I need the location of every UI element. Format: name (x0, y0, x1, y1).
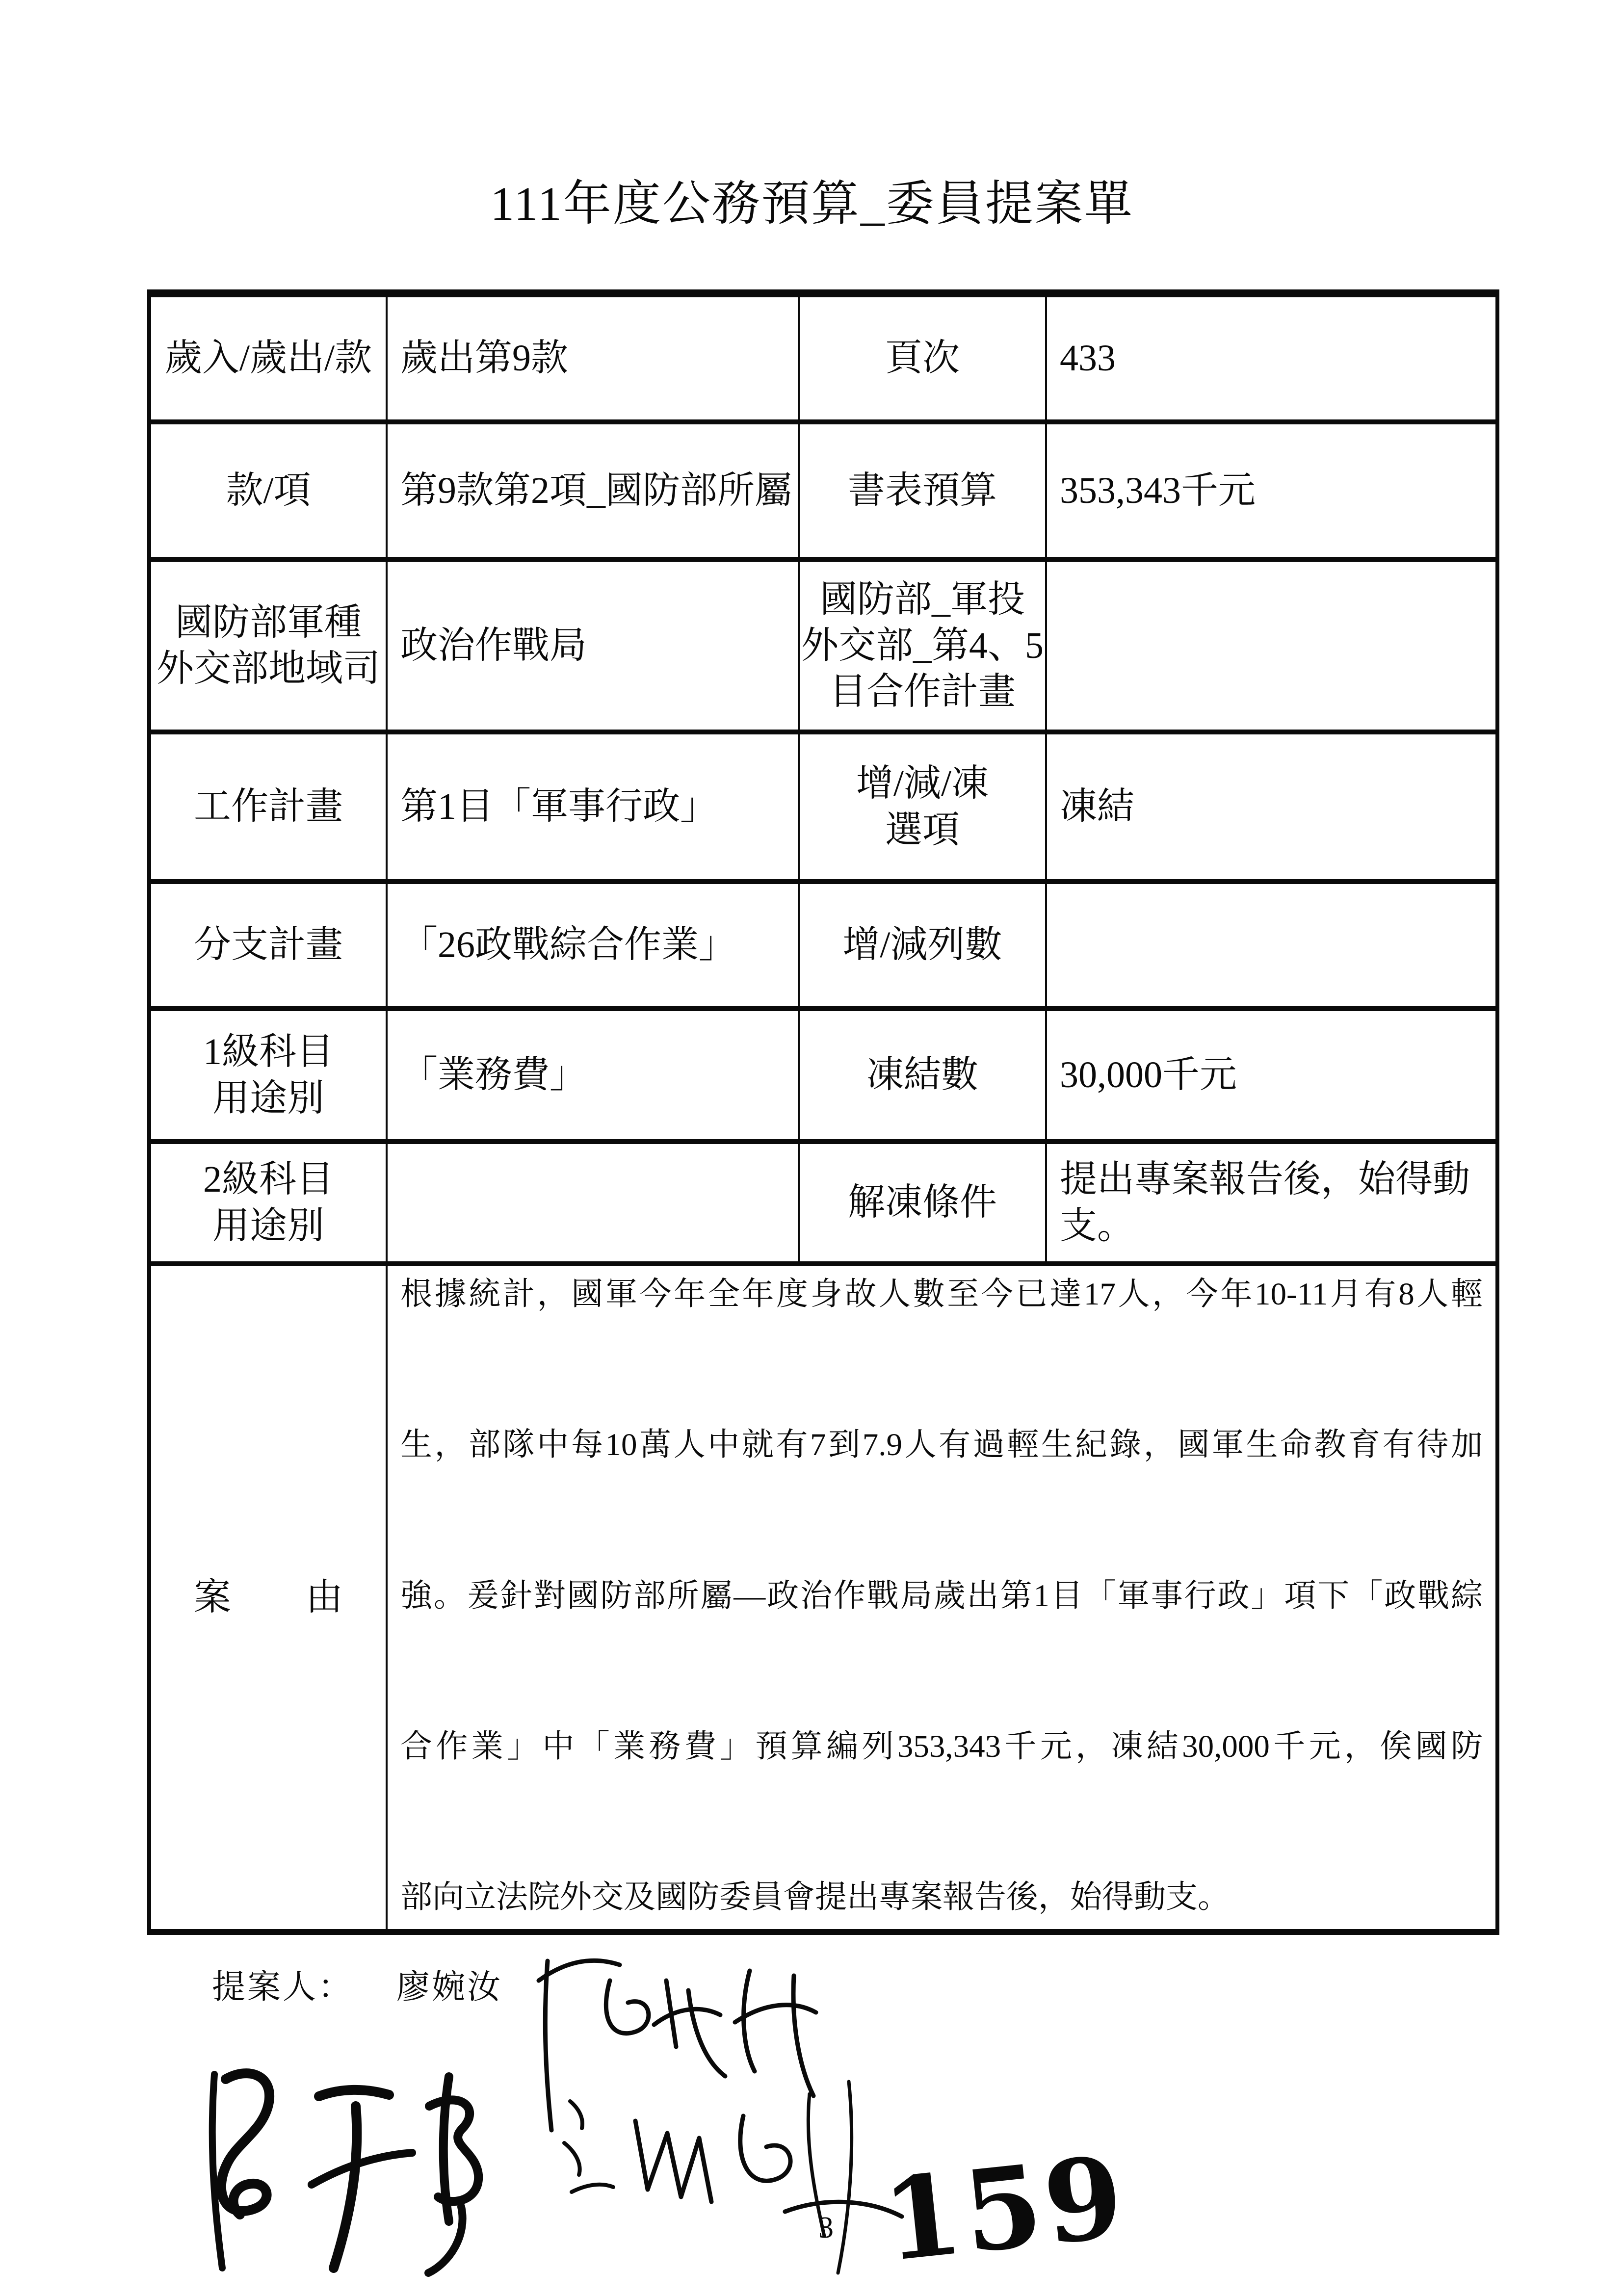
cell-line: 外交部地域司 (157, 648, 380, 689)
work-plan-label (151, 734, 388, 884)
proposal-table (147, 289, 1499, 1935)
cell-line: 國防部_軍投 (820, 578, 1025, 620)
cell-line: 增/減列數 (842, 924, 1002, 966)
program-value-empty (1047, 562, 1495, 734)
branch-plan-value (388, 884, 800, 1011)
cell-line: 353,343千元 (1060, 470, 1256, 511)
unfreeze-condition-value (1047, 1144, 1495, 1266)
cell-line: 選項 (885, 809, 960, 851)
case-line: 部向立法院外交及國防委員會提出專案報告後，始得動支。 (400, 1879, 1230, 1915)
cell-line: 歲出第9款 (400, 338, 568, 379)
cell-line: 「26政戰綜合作業」 (400, 924, 736, 966)
cell-line: 目合作計畫 (829, 671, 1016, 713)
cell-line: 國防部軍種 (175, 601, 362, 643)
cell-line: 增/減/凍 (856, 763, 989, 805)
signature-second-handwritten (194, 2060, 503, 2280)
proposer-label: 提案人： (212, 1968, 354, 2006)
cell-line: 歲入/歲出/款 (164, 338, 372, 379)
cell-line: 款/項 (226, 470, 311, 511)
cell-line: 書表預算 (848, 470, 997, 511)
cell-line: 2級科目 (203, 1159, 334, 1200)
cell-line: 工作計畫 (194, 786, 343, 828)
cell-line: 分支計畫 (194, 924, 343, 966)
cell-line: 外交部_第4、5 (801, 625, 1044, 666)
level2-subject-value-empty (388, 1144, 800, 1266)
level1-subject-value (388, 1011, 800, 1144)
cell-line: 用途別 (212, 1077, 324, 1119)
cell-line: 政治作戰局 (400, 625, 587, 666)
branch-plan-label (151, 884, 388, 1011)
case-reason-text (388, 1266, 1495, 1929)
cell-line: 第1目「軍事行政」 (400, 786, 717, 828)
work-plan-value (388, 734, 800, 884)
cell-line: 提出專案報告後，始得動 (1060, 1159, 1470, 1200)
fund-category-value (388, 297, 800, 424)
cell-line: 1級科目 (203, 1031, 334, 1073)
fund-category-label (151, 297, 388, 424)
cell-line: 433 (1060, 338, 1116, 379)
document-title: 111年度公務預算_委員提案單 (490, 178, 1134, 231)
handwritten-proposal-number: 159 (877, 2130, 1132, 2287)
case-line: 合作業」中「業務費」預算編列353,343千元，凍結30,000千元，俟國防 (400, 1728, 1483, 1764)
frozen-amount-label (800, 1011, 1047, 1144)
signature-third-handwritten (550, 2074, 913, 2280)
frozen-amount-value (1047, 1011, 1495, 1144)
cell-line: 支。 (1060, 1205, 1134, 1247)
cell-line: 凍結數 (866, 1054, 978, 1096)
case-reason-label (151, 1266, 388, 1929)
case-line: 生，部隊中每10萬人中就有7到7.9人有過輕生紀錄，國軍生命教育有待加 (400, 1427, 1483, 1463)
item-label (151, 424, 388, 562)
cell-line: 解凍條件 (848, 1182, 997, 1224)
agency-label (151, 562, 388, 734)
item-value (388, 424, 800, 562)
adjust-option-label (800, 734, 1047, 884)
case-line: 根據統計，國軍今年全年度身故人數至今已達17人，今年10-11月有8人輕 (400, 1277, 1483, 1312)
page-number: 3 (818, 2211, 834, 2244)
adjust-rows-value-empty (1047, 884, 1495, 1011)
level1-subject-label (151, 1011, 388, 1144)
level2-subject-label (151, 1144, 388, 1266)
adjust-rows-label (800, 884, 1047, 1011)
cell-line: 第9款第2項_國防部所屬 (400, 470, 792, 511)
unfreeze-condition-label (800, 1144, 1047, 1266)
cell-line: 案 由 (194, 1577, 343, 1618)
case-line: 強。爰針對國防部所屬—政治作戰局歲出第1目「軍事行政」項下「政戰綜 (400, 1578, 1483, 1614)
cell-line: 頁次 (885, 338, 960, 379)
cell-line: 凍結 (1060, 786, 1134, 828)
page-index-label (800, 297, 1047, 424)
book-budget-label (800, 424, 1047, 562)
page-index-value (1047, 297, 1495, 424)
agency-value (388, 562, 800, 734)
cell-line: 30,000千元 (1060, 1054, 1237, 1096)
proposer-name: 廖婉汝 (396, 1968, 503, 2006)
book-budget-value (1047, 424, 1495, 562)
adjust-option-value (1047, 734, 1495, 884)
cell-line: 用途別 (212, 1205, 324, 1247)
cell-line: 「業務費」 (400, 1054, 587, 1096)
program-label (800, 562, 1047, 734)
